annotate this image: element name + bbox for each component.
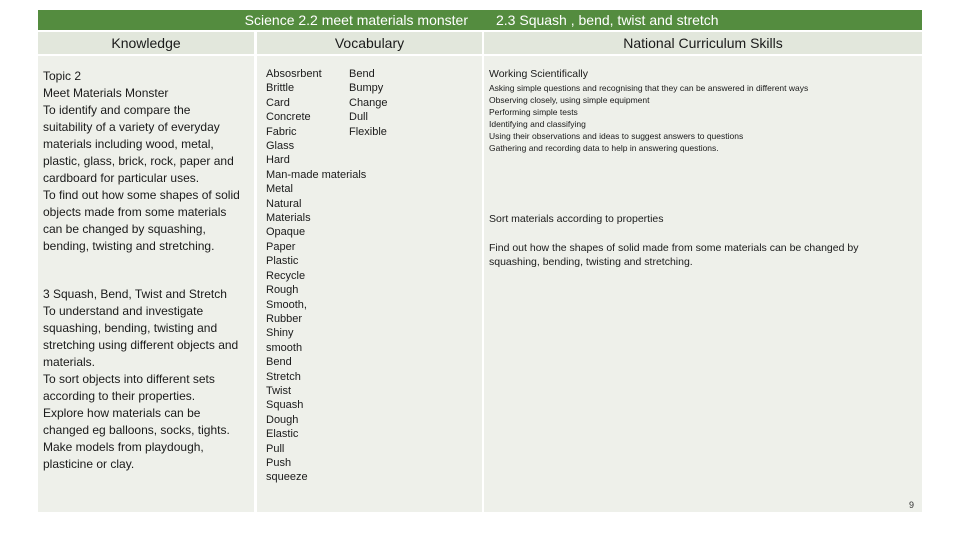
curriculum-cell: [484, 56, 922, 512]
vocabulary-word: Glass: [266, 140, 295, 153]
vocabulary-word: Plastic: [266, 255, 299, 268]
skill-item: Using their observations and ideas to suggest answers to questions: [489, 131, 744, 141]
vocabulary-word: Rough: [266, 284, 299, 297]
vocabulary-word: Absosrbent: [266, 68, 322, 80]
vocabulary-word: Hard: [266, 154, 290, 167]
vocabulary-word: Natural: [266, 197, 302, 210]
vocabulary-word: Squash: [266, 399, 304, 412]
vocabulary-word: Dough: [266, 413, 299, 426]
vocabulary-word: Paper: [266, 240, 296, 253]
header-knowledge: Knowledge: [38, 32, 254, 54]
vocabulary-word: Fabric: [266, 125, 297, 138]
skill-item: Asking simple questions and recognising that they can be answered in different ways: [489, 83, 809, 93]
vocabulary-word: Flexible: [349, 125, 387, 138]
vocabulary-word: Twist: [266, 384, 292, 397]
vocabulary-word: Card: [266, 96, 290, 109]
skill-item: Observing closely, using simple equipment: [489, 95, 650, 105]
knowledge-topic-3: 3 Squash, Bend, Twist and Stretch To understand and investigate squashing, bending, twisting and stretching using different objects and materials. To sort objects into different sets according to their properties. Explore how materials can be changed eg balloons, socks, tights. Make models from playdough, plasticine or clay.: [43, 287, 239, 471]
vocabulary-word: Materials: [266, 212, 311, 225]
vocabulary-cell: [257, 56, 482, 512]
knowledge-cell: [38, 56, 254, 512]
vocabulary-word: Brittle: [266, 82, 295, 95]
vocabulary-word: Elastic: [266, 428, 299, 441]
vocabulary-word: Bend: [266, 356, 292, 369]
vocabulary-word: squeeze: [266, 471, 308, 484]
vocabulary-word: Bend: [349, 68, 375, 80]
skills-list: [489, 82, 808, 154]
find-out-text: Find out how the shapes of solid made from some materials can be changed by squashing, bending, twisting and stretching.: [489, 242, 859, 268]
vocabulary-word: smooth: [266, 341, 303, 354]
vocabulary-word: Recycle: [266, 269, 306, 282]
vocabulary-word: Metal: [266, 183, 293, 196]
vocabulary-word: Bumpy: [349, 82, 384, 95]
header-curriculum: National Curriculum Skills: [484, 32, 922, 54]
vocabulary-word: Change: [349, 96, 388, 109]
title-left: Science 2.2 meet materials monster: [244, 12, 468, 28]
vocabulary-word: Dull: [349, 111, 368, 124]
skill-item: Gathering and recording data to help in answering questions.: [489, 143, 719, 153]
vocabulary-word: Opaque: [266, 226, 306, 239]
vocabulary-word: Man-made materials: [266, 168, 367, 181]
sort-materials-text: Sort materials according to properties: [489, 213, 664, 225]
vocabulary-list-2: [349, 67, 388, 139]
title-bar: [38, 10, 922, 30]
vocabulary-word: Stretch: [266, 370, 301, 383]
vocabulary-word: Push: [266, 456, 292, 469]
vocabulary-word: Shiny: [266, 327, 294, 340]
vocabulary-word: Pull: [266, 442, 285, 455]
skill-item: Identifying and classifying: [489, 119, 586, 129]
skill-item: Performing simple tests: [489, 107, 578, 117]
working-scientifically-heading: Working Scientifically: [489, 68, 589, 80]
page-number: 9: [908, 500, 914, 510]
knowledge-topic-2: Topic 2 Meet Materials Monster To identify and compare the suitability of a variety of everyday materials including wood, metal, plastic, glass, brick, rock, paper and cardboard for particular uses. To find out how some shapes of solid objects made from some materials can be changed by squashing, bending, twisting and stretching.: [43, 69, 240, 253]
title-right: 2.3 Squash , bend, twist and stretch: [496, 12, 719, 28]
curriculum-table: [38, 10, 922, 512]
vocabulary-word: Smooth,: [266, 298, 307, 311]
header-vocabulary: Vocabulary: [257, 32, 482, 54]
vocabulary-word: Concrete: [266, 111, 311, 124]
vocabulary-word: Rubber: [266, 312, 303, 325]
